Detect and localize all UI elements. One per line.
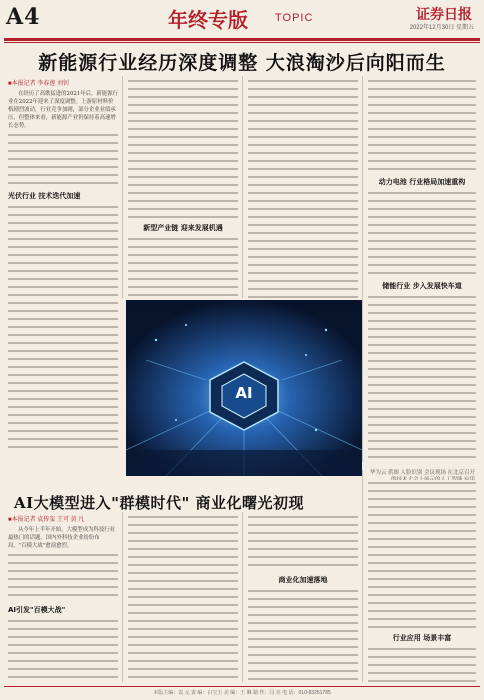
section-topic-en: TOPIC xyxy=(275,12,314,24)
photo-caption: 华为云 供图 人脸识别 会议现场 在北京召开 xyxy=(369,470,475,476)
article-subhead: 行业应用 场景丰富 xyxy=(392,634,452,642)
ai-illustration-photo xyxy=(126,300,362,476)
article-subhead: 商业化加速落地 xyxy=(278,576,328,584)
header-rule-thin xyxy=(4,42,480,43)
article-byline: ■本报记者 袁传玺 王可 黄 凡 xyxy=(8,517,85,523)
newspaper-logo: 证券日报 xyxy=(416,7,472,23)
article-lead: 从今年上半年开始，大模型成为科技行业最热门的话题。国内外科技企业纷纷布局，"百模大战"愈演愈烈。 xyxy=(8,527,116,549)
article-lead: 在经历了高歌猛进的2021年后，新能源行业在2022年迎来了深度调整。上游原材料价格剧烈波动，行业竞争加剧，部分企业业绩承压，但整体来看，新能源产业仍保持着高速增长态势。 xyxy=(8,91,118,129)
body-text xyxy=(128,514,238,684)
body-text xyxy=(368,294,476,460)
body-text xyxy=(128,78,238,220)
footer-rule xyxy=(4,686,480,687)
body-text xyxy=(368,646,476,684)
article-column xyxy=(368,78,476,460)
article-subhead: 光伏行业 技术迭代加速 xyxy=(8,192,81,200)
body-text xyxy=(8,132,118,188)
column-divider xyxy=(362,76,363,462)
body-text xyxy=(128,236,238,298)
column-divider xyxy=(122,512,123,682)
article-headline: 新能源行业经历深度调整 大浪淘沙后向阳而生 xyxy=(38,52,446,74)
column-divider xyxy=(122,76,123,298)
body-text xyxy=(248,514,358,572)
article-column xyxy=(368,480,476,684)
article-column xyxy=(8,78,118,478)
article-byline: ■本报记者 李春莲 刘钊 xyxy=(8,81,69,87)
article-column xyxy=(128,514,238,684)
column-divider xyxy=(242,512,243,682)
body-text xyxy=(8,552,118,602)
article-headline: AI大模型进入"群模时代" 商业化曙光初现 xyxy=(14,494,305,512)
body-text xyxy=(248,588,358,684)
body-text xyxy=(8,204,118,454)
body-text xyxy=(248,78,358,298)
body-text xyxy=(8,618,118,678)
article-column xyxy=(8,514,118,684)
article-subhead: AI引发"百模大战" xyxy=(8,606,66,614)
header-rule xyxy=(4,38,480,41)
masthead xyxy=(0,0,484,42)
column-divider xyxy=(242,76,243,298)
body-text xyxy=(368,480,476,630)
body-text xyxy=(368,78,476,174)
section-title: 年终专版 xyxy=(168,8,248,32)
issue-date: 2022年12月30日 星期五 xyxy=(409,25,474,31)
article-subhead: 储能行业 步入发展快车道 xyxy=(382,282,462,290)
article-subhead: 动力电池 行业格局加速重构 xyxy=(378,178,466,186)
article-column xyxy=(248,514,358,684)
ai-chip-label: AI xyxy=(235,384,253,402)
article-column xyxy=(248,78,358,298)
column-divider xyxy=(362,470,363,682)
page-number: A4 xyxy=(6,4,41,30)
footer-credits: 本版主编：袁 元 责 编：白宝玉 美 编：王 琳 制 作：闫 亮 电 话：010-83251785 xyxy=(153,690,331,696)
body-text xyxy=(368,190,476,278)
article-subhead: 新型产业链 迎来发展机遇 xyxy=(143,224,223,232)
article-column xyxy=(128,78,238,298)
page-footer xyxy=(0,686,484,700)
